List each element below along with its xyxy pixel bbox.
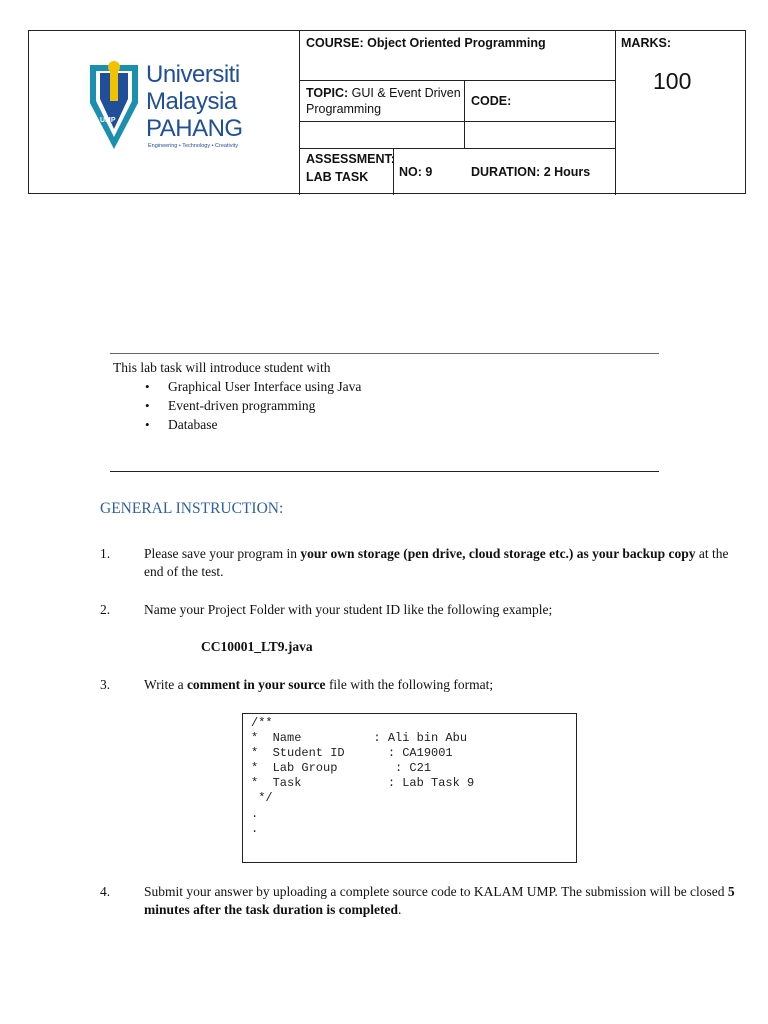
logo-line-1: Universiti (146, 61, 240, 88)
bullet-dot: • (145, 417, 150, 432)
code-line: */ (251, 791, 273, 805)
assessment-label-1: ASSESSMENT: (306, 152, 395, 166)
logo-line-3: PAHANG (146, 115, 243, 142)
duration-cell (471, 164, 590, 180)
instruction-text: . (398, 902, 402, 917)
topic-label: TOPIC: (306, 86, 349, 100)
code-line: /** (251, 716, 273, 730)
code-line: * Task : Lab Task 9 (251, 776, 475, 790)
bullet-dot: • (145, 379, 150, 394)
comment-format-box (242, 713, 577, 863)
instruction-text: at the end of the test. (144, 546, 729, 579)
instruction-text: Write a (144, 677, 187, 692)
instruction-4 (144, 883, 740, 919)
filename-example: CC10001_LT9.java (201, 639, 313, 654)
course-cell (306, 35, 546, 51)
code-line: . (251, 822, 259, 836)
marks-value: 100 (653, 68, 692, 94)
ump-logo (86, 57, 256, 153)
instruction-bold: 5 minutes after the task duration is completed (144, 884, 735, 917)
course-label: COURSE: (306, 36, 364, 50)
instruction-3 (144, 676, 740, 694)
instruction-number: 1. (100, 546, 111, 561)
instruction-1 (144, 545, 740, 581)
code-line: * Name : Ali bin Abu (251, 731, 468, 745)
objective-item: Event-driven programming (168, 398, 316, 413)
instruction-text: file with the following format; (325, 677, 494, 692)
code-line: * Student ID : CA19001 (251, 746, 453, 760)
topic-cell (306, 85, 461, 117)
course-value: Object Oriented Programming (367, 36, 546, 50)
logo-line-2: Malaysia (146, 88, 237, 115)
topic-value-1: GUI & Event Driven (351, 86, 461, 100)
instruction-number: 4. (100, 884, 111, 899)
bullet-dot: • (145, 398, 150, 413)
divider-bottom (110, 471, 659, 472)
instruction-text: Submit your answer by uploading a complete source code to KALAM UMP. The submission will be closed (144, 884, 728, 899)
objectives-intro: This lab task will introduce student with (113, 360, 331, 375)
logo-badge: UMP (100, 117, 116, 124)
ump-shield-icon (86, 57, 142, 153)
instruction-number: 2. (100, 602, 111, 617)
duration-label: DURATION: (471, 165, 541, 179)
duration-value: 2 Hours (543, 165, 591, 179)
instruction-2: Name your Project Folder with your student ID like the following example; (144, 602, 553, 617)
logo-tagline: Engineering • Technology • Creativity (148, 143, 238, 149)
instruction-text: Please save your program in (144, 546, 301, 561)
general-instruction-heading: GENERAL INSTRUCTION: (100, 500, 284, 517)
code-line: * Lab Group : C21 (251, 761, 432, 775)
objective-item: Database (168, 417, 218, 432)
marks-label: MARKS: (621, 36, 671, 50)
topic-value-2: Programming (306, 102, 382, 116)
instruction-bold: comment in your source (186, 677, 326, 692)
instruction-bold: your own storage (pen drive, cloud storage etc.) as your backup copy (300, 546, 696, 561)
divider-top (110, 353, 659, 354)
objective-item: Graphical User Interface using Java (168, 379, 362, 394)
no-label: NO: 9 (399, 165, 433, 179)
code-label: CODE: (471, 94, 512, 108)
instruction-number: 3. (100, 677, 111, 692)
code-line: . (251, 807, 259, 821)
assessment-label-2: LAB TASK (306, 170, 369, 184)
